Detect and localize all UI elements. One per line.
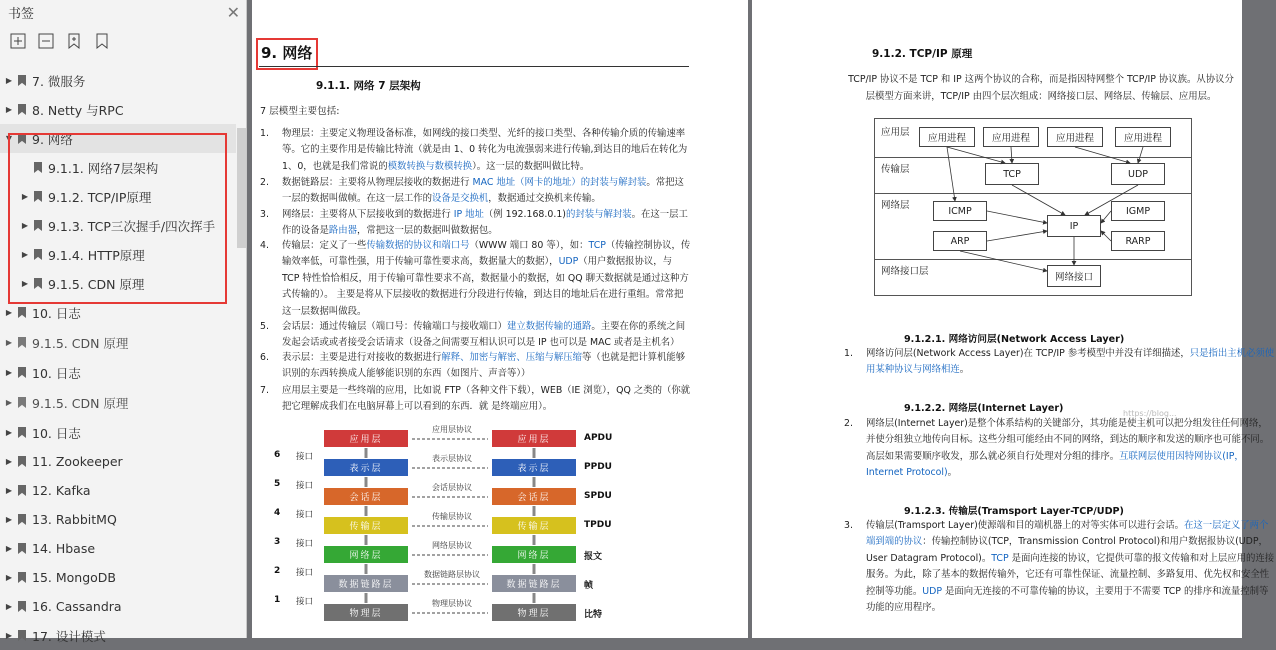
osi-protocol-label: 会话层协议 [432,483,472,492]
list-number: 4. [260,240,269,251]
network-interface-box: 网络接口 [1047,265,1101,287]
app-process-box: 应用进程 [1047,127,1103,147]
bookmark-flag-icon [18,572,26,583]
bookmark-item[interactable] [0,418,236,447]
osi-protocol-label: 表示层协议 [432,454,472,463]
bookmark-item[interactable] [0,358,236,387]
igmp-box: IGMP [1111,201,1165,221]
osi-protocol-label: 传输层协议 [432,512,472,521]
inline-link[interactable]: 互联网层使用因特网协议(IP，Internet Protocol) [866,450,1244,479]
inline-text: 网络访问层(Network Access Layer)在 TCP/IP 参考模型中并没有详细描述， [866,348,1190,359]
bookmark-flag-icon [18,337,26,348]
intro-text: 7 层模型主要包括: [260,106,340,117]
inline-text: 是面向无连接的不可靠传输的协议，主要用于不需要 TCP 的排序和流量控制等功能的应用程序。 [866,585,1269,614]
bookmark-item[interactable] [0,95,236,124]
bookmark-item[interactable] [0,182,236,211]
chevron-right-icon[interactable]: ▶ [5,105,13,114]
chevron-right-icon[interactable]: ▶ [5,368,13,377]
chevron-right-icon[interactable]: ▶ [5,544,13,553]
inline-link[interactable]: UDP [558,256,579,268]
osi-interface-label: 接口 [296,510,314,520]
osi-diagram [260,418,690,638]
inline-text: 。 [959,364,970,376]
document-page-right: 9.1.2. TCP/IP 原理 TCP/IP 协议不是 TCP 和 IP 这两个协议的合称，而是指因特网整个 TCP/IP 协议族。从协议分层模型方面来讲，TCP/IP 由四个层次组成：网络接口层、网络层、传输层、应用层。 应用层 传输层 网络层 网络接口层 应用进程 应用进程 应用进程 应用进程 TCP UDP ICMP IGMP IP ARP RARP 网络接口 https://blog... 9.1.2.1. 网络访问层(Network Access Layer) 1. 网络访问层(Network Access Layer)在 TCP/IP 参考模型中并没有详细描述，只是指出主机必须使用某种协议与网络相连。 9.1.2.2. 网络层(Internet Layer) 2. 网络层(Internet Layer)是整个体系结构的关键部分，其功能是使主机可以把分组发往任何网络，并使分组独立地传向目标。这些分组可能经由不同的网络，到达的顺序和发送的顺序也可能不同。高层如果需要顺序收发，那么就必须自行处理对分组的排序。互联网层使用因特网协议(IP，Internet Protocol)。 9.1.2.3. 传输层(Tramsport Layer-TCP/UDP) 3. 传输层(Tramsport Layer)使源端和目的端机器上的对等实体可以进行会话。在这一层定义了两个端到端的协议：传输控制协议(TCP，Transmission Control Protocol)和用户数据报协议(UDP，User Datagram Protocol)。TCP 是面向连接的协议，它提供可靠的报文传输和对上层应用的连接服务。为此，除了基本的数据传输外，它还有可靠性保证、流量控制、多路复用、优先权和安全性控制等功能。UDP 是面向无连接的不可靠传输的协议，主要用于不需要 TCP 的排序和流量控制等功能的应用程序。 [752,0,1242,638]
bookmark-label: 17. 设计模式 [32,628,106,644]
bookmark-item[interactable] [0,563,236,592]
inline-text: 表示层：主要是进行对接收的数据进行 [282,352,442,363]
bookmark-flag-icon [34,220,42,231]
chevron-right-icon[interactable]: ▶ [5,631,13,640]
heading-9-1-2: 9.1.2. TCP/IP 原理 [872,48,973,60]
bookmark-label: 9. 网络 [32,131,73,147]
osi-layer-left: 数据链路层 [324,575,408,592]
inline-text: 。主要在你的系统之间发起会话或或者接受会话请求（设备之间需要互相认识可以是 IP 也可以是 MAC 或者是主机名） [282,321,686,349]
osi-layer-right: 物理层 [492,604,576,621]
osi-layer-left: 网络层 [324,546,408,563]
inline-text: ，数据通过交换机来传输。 [488,193,601,205]
title-underline [259,66,689,67]
row-label-interface: 网络接口层 [881,266,929,277]
bookmark-item[interactable] [0,388,236,417]
bookmark-label: 8. Netty 与RPC [32,102,124,118]
osi-layer-right: 网络层 [492,546,576,563]
bookmark-item[interactable] [0,211,236,240]
bookmark-item[interactable] [0,66,236,95]
tcpip-intro: TCP/IP 协议不是 TCP 和 IP 这两个协议的合称，而是指因特网整个 TCP/IP 协议族。从协议分层模型方面来讲，TCP/IP 由四个层次组成：网络接口层、网络层、传输层、应用层。 [848,74,1234,102]
list-number: 7. [260,385,269,396]
inline-link[interactable]: 传输数据的协议和端口号 [366,240,470,251]
bookmark-flag-icon [18,133,26,144]
osi-pdu-label: APDU [584,433,613,443]
expand-all-icon[interactable] [9,32,27,50]
inline-link[interactable]: MAC 地址（网卡的地址）的封装与解封装 [472,177,647,188]
inline-text: 应用层主要是一些终端的应用，比如说 FTP（各种文件下载），WEB（IE 浏览），QQ 之类的（你就把它理解成我们在电脑屏幕上可以看到的东西．就 是终端应用）。 [282,385,691,413]
heading-9-1-1: 9.1.1. 网络 7 层架构 [316,80,421,92]
section-title: 9. 网络 [261,44,313,62]
inline-text: ）。这一层的数据叫做比特。 [472,160,590,172]
chevron-right-icon[interactable]: ▶ [5,486,13,495]
inline-link[interactable]: TCP [588,240,606,251]
bookmark-label: 13. RabbitMQ [32,512,117,527]
osi-layer-right: 数据链路层 [492,575,576,592]
bookmarks-panel [0,0,247,644]
chevron-right-icon[interactable]: ▶ [5,76,13,85]
chevron-right-icon[interactable]: ▶ [21,250,29,259]
bookmark-flag-icon [18,456,26,467]
chevron-right-icon[interactable]: ▶ [5,308,13,317]
bookmark-item[interactable] [0,298,236,327]
osi-interface-label: 接口 [296,568,314,578]
inline-text: 等（也就是把计算机能够识别的东西转换成人能够能识别的东西（如图片、声音等）） [282,352,686,380]
inline-text: ，常把这一层的数据叫做数据包。 [357,225,498,237]
row-label-app: 应用层 [881,127,910,138]
osi-layer-left: 会话层 [324,488,408,505]
close-icon[interactable]: ✕ [226,2,240,22]
heading-9-1-2-3: 9.1.2.3. 传输层(Tramsport Layer-TCP/UDP) [904,506,1124,517]
inline-link[interactable]: 模数转换与数模转换 [387,160,473,172]
bookmark-label: 9.1.1. 网络7层架构 [48,160,159,176]
bookmark-flag-icon [18,104,26,115]
bookmark-item[interactable] [0,505,236,534]
inline-text: ：传输控制协议(TCP，Transmission Control Protocol)和用户数据报协议(UDP，User Datagram Protocol)。 [866,536,1268,564]
inline-text: 物理层：主要定义物理设备标准，如网线的接口类型、光纤的接口类型、各种传输介质的传输速率等。它的主要作用是传输比特流（就是由 1、0 转化为电流强弱来进行传输,到达目的地后在转化为 1、0，也就是我们常说的 [282,128,688,172]
bookmark-flag-icon [18,307,26,318]
list-number: 3. [260,209,269,220]
osi-layer-right: 会话层 [492,488,576,505]
list-number: 6. [260,352,269,363]
bookmark-flag-icon [34,278,42,289]
bookmark-item[interactable] [0,534,236,563]
bookmark-label: 14. Hbase [32,541,96,556]
inline-text: 传输层(Tramsport Layer)使源端和目的端机器上的对等实体可以进行会话。 [866,520,1184,531]
bookmark-item[interactable] [0,328,236,357]
bookmark-flag-icon [18,367,26,378]
inline-link[interactable]: 设备是交换机 [432,193,489,205]
inline-text: 。在这一层工作的设备是 [282,209,688,237]
inline-text: 。 [947,467,958,479]
document-page-left [252,0,748,638]
osi-layer-left: 传输层 [324,517,408,534]
bookmark-item[interactable] [0,124,236,153]
osi-protocol-label: 数据链路层协议 [424,570,480,579]
bookmark-label: 7. 微服务 [32,73,86,89]
bookmark-flag-icon [18,427,26,438]
bookmark-flag-icon [34,249,42,260]
osi-pdu-label: SPDU [584,491,612,501]
osi-layer-number: 6 [274,450,281,460]
osi-layer-right: 传输层 [492,517,576,534]
inline-text: 是面向连接的协议，它提供可靠的报文传输和对上层应用的连接服务。为此，除了基本的数据传输外，它还有可靠性保证、流量控制、多路复用、优先权和安全性控制等功能。 [866,552,1275,597]
osi-layer-left: 表示层 [324,459,408,476]
osi-layer-left: 应用层 [324,430,408,447]
bookmark-flag-icon [18,543,26,554]
inline-text: 网络层(Internet Layer)是整个体系结构的关键部分，其功能是使主机可以把分组发往任何网络，并使分组独立地传向目标。这些分组可能经由不同的网络，到达的顺序和发送的顺序也可能不同。高层如果需要顺序收发，那么就必须自行处理对分组的排序。 [866,418,1270,462]
osi-protocol-label: 网络层协议 [432,541,472,550]
bookmark-label: 9.1.4. HTTP原理 [48,247,145,263]
inline-text: 传输层：定义了一些 [282,240,367,251]
heading-9-1-2-1: 9.1.2.1. 网络访问层(Network Access Layer) [904,334,1125,345]
bookmark-label: 12. Kafka [32,483,91,498]
rarp-box: RARP [1111,231,1165,251]
app-process-box: 应用进程 [919,127,975,147]
bookmark-item[interactable] [0,240,236,269]
chevron-right-icon[interactable]: ▶ [5,457,13,466]
bookmark-flag-icon [18,601,26,612]
chevron-right-icon[interactable]: ▶ [5,515,13,524]
heading-9-1-2-2: 9.1.2.2. 网络层(Internet Layer) [904,403,1064,414]
bookmark-label: 9.1.2. TCP/IP原理 [48,189,152,205]
bookmark-icon[interactable] [93,32,111,50]
osi-interface-label: 接口 [296,539,314,549]
bookmark-item[interactable] [0,476,236,505]
chevron-right-icon[interactable]: ▶ [5,573,13,582]
inline-link[interactable]: 的封装与解封装 [565,209,632,220]
osi-pdu-label: TPDU [584,520,612,530]
tcp-box: TCP [985,163,1039,185]
inline-text: （传输控制协议，传输效率低，可靠性强，用于传输可靠性要求高，数据量大的数据）， [282,240,691,268]
bookmarks-title: 书签 [8,6,35,22]
bookmark-label: 9.1.5. CDN 原理 [32,335,129,351]
osi-interface-label: 接口 [296,597,314,607]
bookmark-item[interactable] [0,447,236,476]
inline-text: （用户数据报协议，与 TCP 特性恰恰相反，用于传输可靠性要求不高，数据量小的数据，如 QQ 聊天数据就是通过这种方式传输的）。 主要是将从下层接收的数据进行分段进行传输，到达目的地址后在进行重组。常常把这一层数据叫做段。 [282,256,689,317]
bookmark-item[interactable] [0,269,236,298]
inline-text: 网络层：主要将从下层接收到的数据进行 [282,209,454,220]
bookmark-label: 16. Cassandra [32,599,122,614]
list-number: 5. [260,321,269,332]
bookmark-flag-icon [18,75,26,86]
collapse-all-icon[interactable] [37,32,55,50]
bookmark-label: 11. Zookeeper [32,454,123,469]
chevron-right-icon[interactable]: ▶ [5,398,13,407]
osi-pdu-label: PPDU [584,462,612,472]
arp-box: ARP [933,231,987,251]
osi-interface-label: 接口 [296,452,314,462]
chevron-right-icon[interactable]: ▶ [21,221,29,230]
inline-text: 数据链路层：主要将从物理层接收的数据进行 [282,177,473,188]
inline-link[interactable]: 在这一层定义了两个端到端的协议 [866,520,1269,548]
bookmark-flag-icon [18,485,26,496]
app-process-box: 应用进程 [983,127,1039,147]
osi-layer-number: 1 [274,595,281,605]
inline-link[interactable]: TCP [991,552,1009,564]
osi-layer-right: 表示层 [492,459,576,476]
osi-pdu-label: 比特 [584,610,603,620]
chevron-right-icon[interactable]: ▶ [21,192,29,201]
osi-layer-number: 3 [274,537,281,547]
inline-link[interactable]: 解释、加密与解密、压缩与解压缩 [441,352,583,363]
bookmark-item[interactable] [0,153,236,182]
osi-pdu-label: 报文 [584,552,603,562]
osi-layer-left: 物理层 [324,604,408,621]
chevron-down-icon[interactable]: ▼ [5,134,13,143]
diagram-arrows [875,119,1193,297]
app-process-box: 应用进程 [1115,127,1171,147]
osi-protocol-label: 应用层协议 [432,425,472,434]
sidebar-scrollbar[interactable] [237,128,246,248]
bookmark-label: 9.1.3. TCP三次握手/四次挥手 [48,218,216,234]
icmp-box: ICMP [933,201,987,221]
bookmark-flag-icon [18,514,26,525]
bookmark-label: 15. MongoDB [32,570,116,585]
osi-protocol-label: 物理层协议 [432,599,472,608]
inline-link[interactable]: 只是指出主机必须使用某种协议与网络相连 [866,348,1275,376]
inline-link[interactable]: IP 地址 [453,209,484,220]
bookmark-item[interactable] [0,621,236,650]
bookmark-toolbar [0,24,246,58]
bookmark-label: 10. 日志 [32,425,81,441]
inline-text: 会话层：通过传输层（端口号：传输端口与接收端口） [282,321,508,332]
ip-box: IP [1047,215,1101,237]
chevron-right-icon[interactable]: ▶ [21,279,29,288]
bookmark-item[interactable] [0,592,236,621]
bookmark-label: 10. 日志 [32,365,81,381]
inline-link[interactable]: 建立数据传输的通路 [507,321,592,332]
row-label-transport: 传输层 [881,164,910,175]
osi-layer-number: 5 [274,479,281,489]
bookmark-label: 9.1.5. CDN 原理 [48,276,145,292]
inline-text: 。常把这一层的数据叫做帧。在这一层工作的 [282,177,684,205]
chevron-right-icon[interactable]: ▶ [5,338,13,347]
row-label-network: 网络层 [881,200,910,211]
inline-text: （WWW 端口 80 等），如： [469,240,589,251]
inline-link[interactable]: 路由器 [328,225,358,237]
inline-text: （例 192.168.0.1) [483,209,566,220]
chevron-right-icon[interactable]: ▶ [5,602,13,611]
osi-layer-number: 4 [274,508,281,518]
osi-pdu-label: 帧 [584,581,594,591]
bookmark-label: 10. 日志 [32,305,81,321]
osi-interface-label: 接口 [296,481,314,491]
bookmark-flag-icon [18,630,26,641]
add-bookmark-icon[interactable] [65,32,83,50]
bookmark-label: 9.1.5. CDN 原理 [32,395,129,411]
bookmark-flag-icon [34,191,42,202]
list-number: 1. [260,128,269,139]
bookmarks-header [0,0,246,24]
inline-link[interactable]: UDP [922,585,942,597]
bookmark-flag-icon [18,397,26,408]
osi-layer-right: 应用层 [492,430,576,447]
osi-layer-number: 2 [274,566,281,576]
chevron-right-icon[interactable]: ▶ [5,428,13,437]
watermark: https://blog... [1123,409,1177,418]
bookmark-flag-icon [34,162,42,173]
udp-box: UDP [1111,163,1165,185]
list-number: 2. [260,177,269,188]
